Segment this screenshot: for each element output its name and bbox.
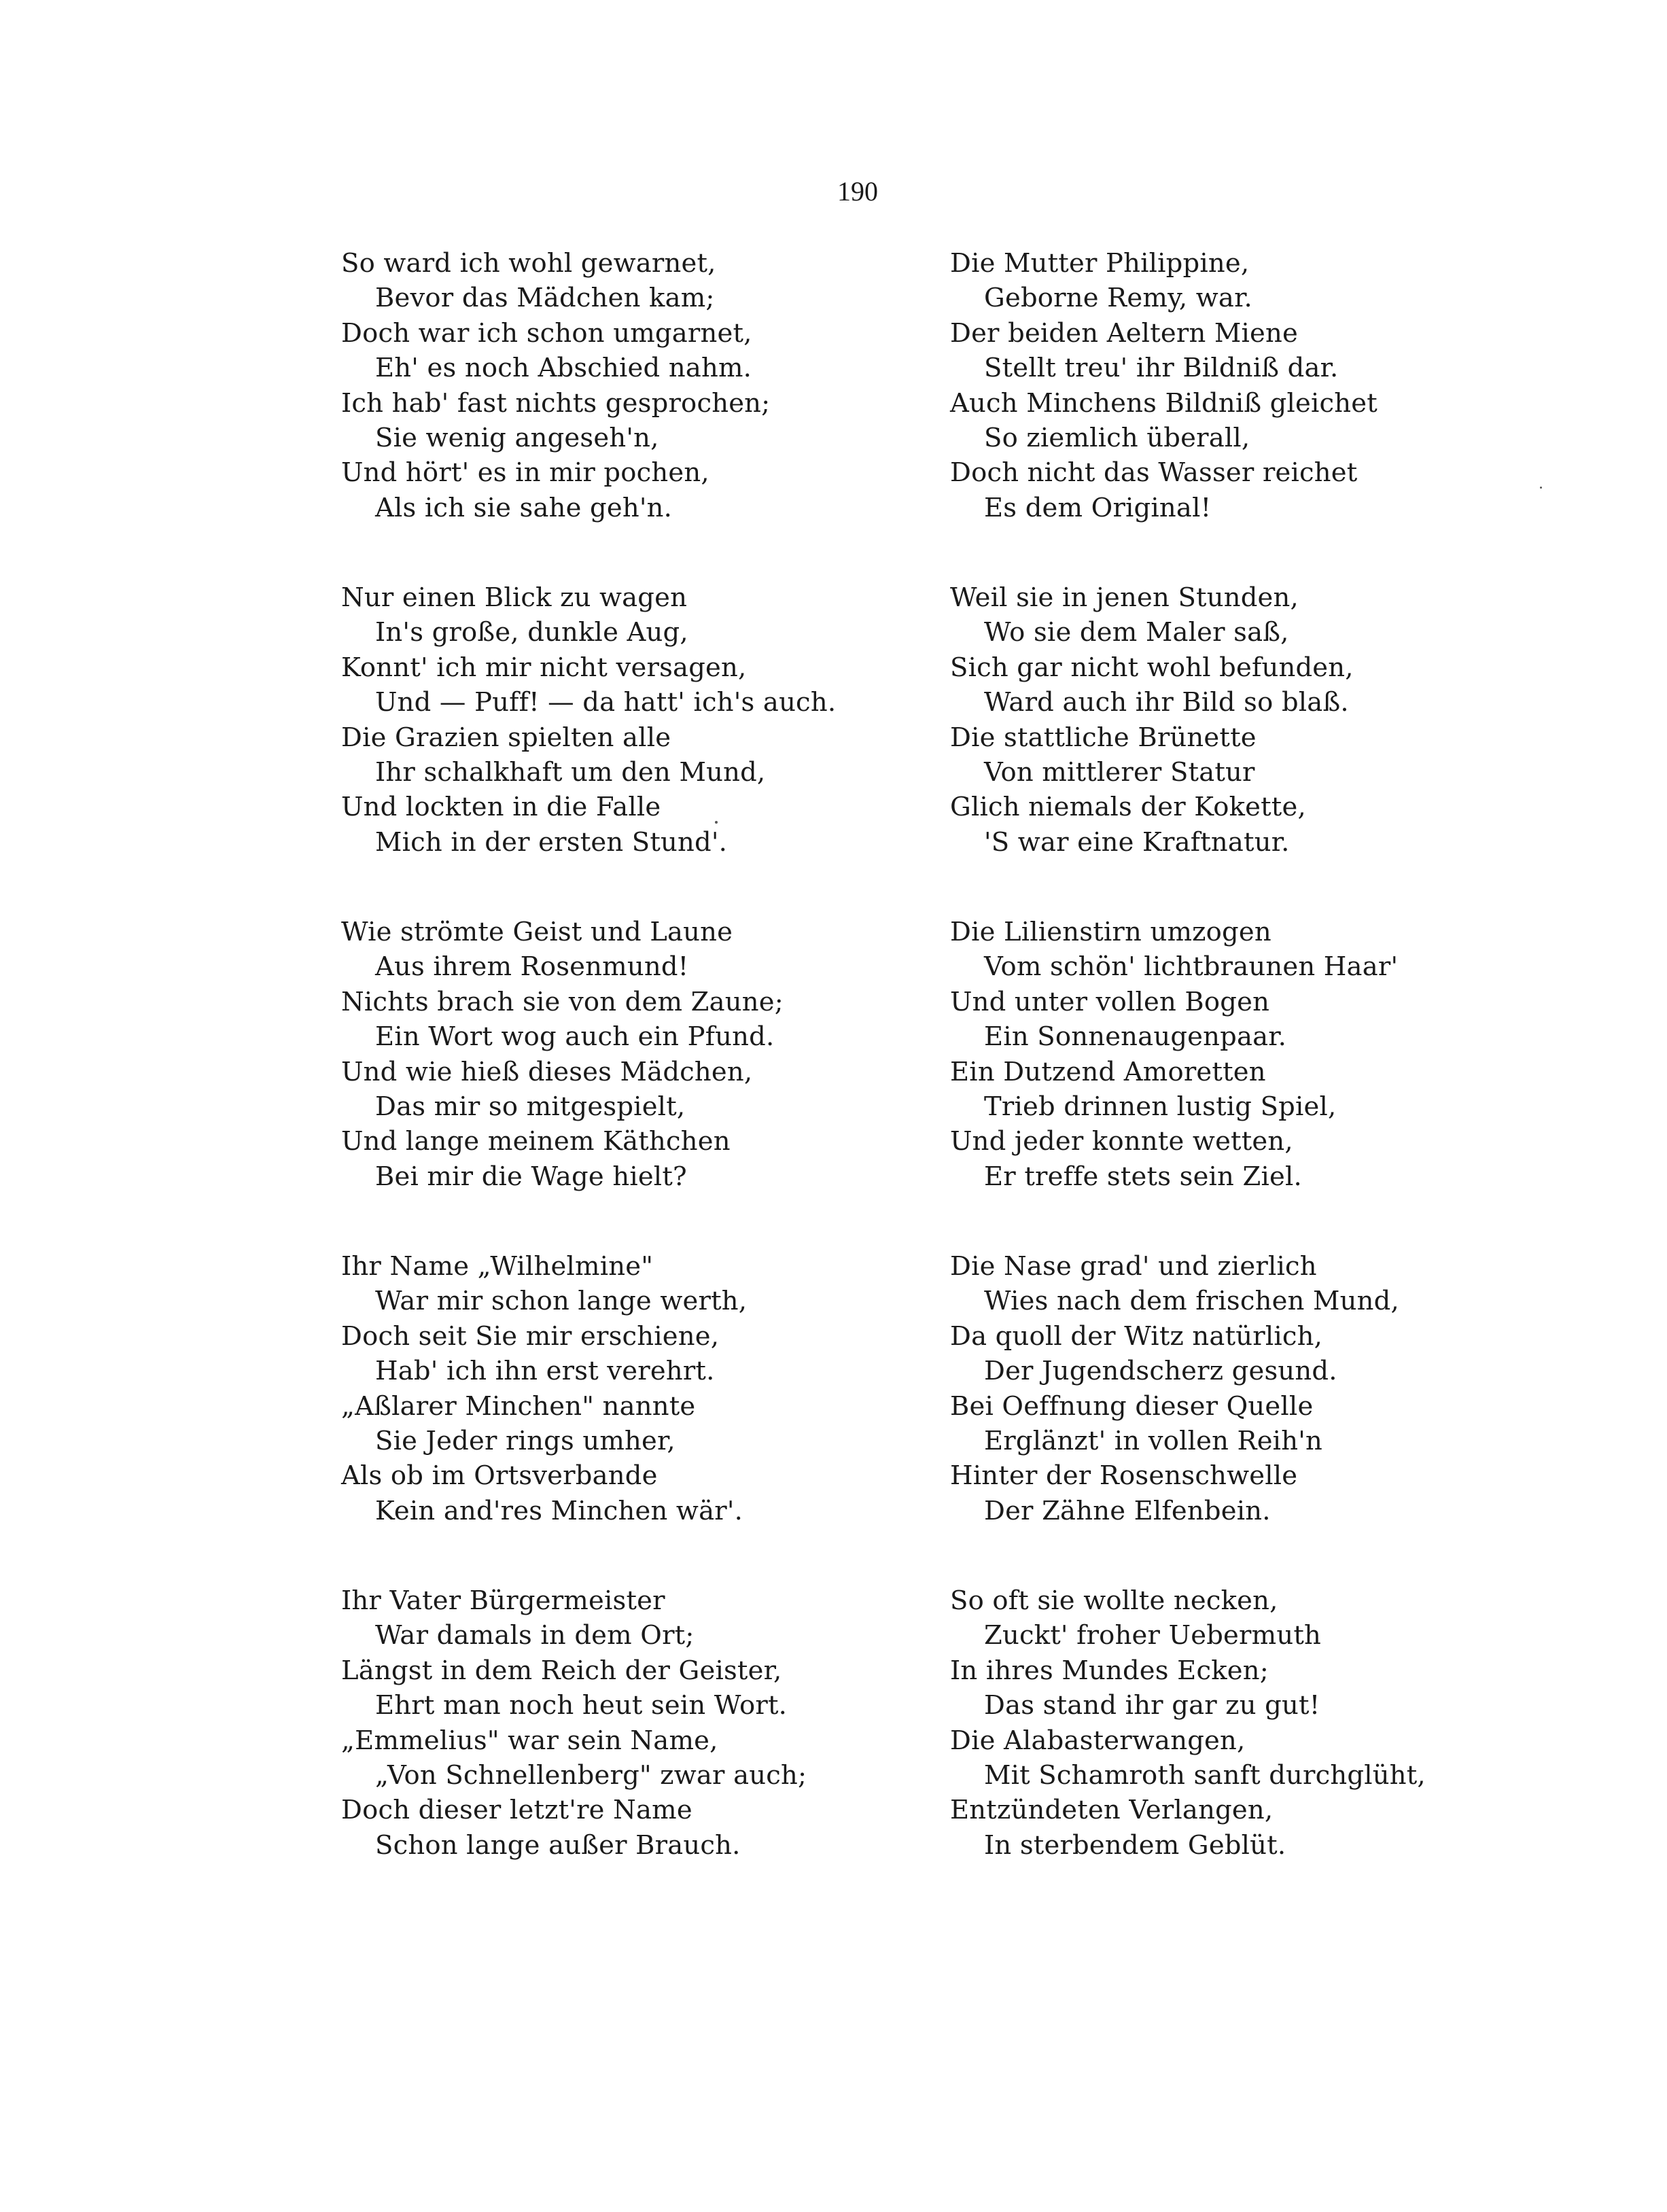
verse-line: Bei Oeffnung dieser Quelle xyxy=(950,1390,1314,1422)
verse-line: In ihres Mundes Ecken; xyxy=(950,1655,1269,1686)
stanza xyxy=(950,246,1521,580)
left-column xyxy=(341,246,912,1918)
verse-line: Doch dieser letzt're Name xyxy=(341,1795,692,1826)
stanza xyxy=(341,580,912,915)
verse-line: Längst in dem Reich der Geister, xyxy=(341,1655,782,1686)
stanza xyxy=(950,580,1521,915)
verse-line: Doch war ich schon umgarnet, xyxy=(341,317,752,349)
verse-line: Ihr Vater Bürgermeister xyxy=(341,1585,665,1616)
right-column xyxy=(950,246,1521,1918)
verse-line: Wo sie dem Maler saß, xyxy=(984,617,1289,648)
verse-line: Das mir so mitgespielt, xyxy=(375,1091,686,1122)
verse-line: Und hört' es in mir pochen, xyxy=(341,457,709,489)
verse-line: Doch nicht das Wasser reichet xyxy=(950,457,1358,489)
verse-line: Geborne Remy, war. xyxy=(984,283,1252,314)
verse-line: „Von Schnellenberg" zwar auch; xyxy=(375,1759,807,1791)
print-speck xyxy=(715,821,718,824)
verse-line: Sie wenig angeseh'n, xyxy=(375,422,659,453)
verse-line: Und unter vollen Bogen xyxy=(950,986,1270,1017)
stanza xyxy=(950,1249,1521,1583)
verse-line: Stellt treu' ihr Bildniß dar. xyxy=(984,353,1339,384)
verse-line: Ihr Name „Wilhelmine" xyxy=(341,1251,654,1282)
verse-line: Nichts brach sie von dem Zaune; xyxy=(341,986,784,1017)
verse-line: Die Lilienstirn umzogen xyxy=(950,917,1271,947)
verse-line: Es dem Original! xyxy=(984,492,1212,523)
verse-line: Und lockten in die Falle xyxy=(341,792,661,823)
verse-line: Sich gar nicht wohl befunden, xyxy=(950,652,1354,683)
verse-line: „Emmelius" war sein Name, xyxy=(341,1725,718,1756)
verse-line: Nur einen Blick zu wagen xyxy=(341,582,688,613)
verse-line: Der beiden Aeltern Miene xyxy=(950,317,1298,349)
verse-line: Ein Sonnenaugenpaar. xyxy=(984,1021,1287,1053)
verse-line: Die Nase grad' und zierlich xyxy=(950,1251,1317,1282)
verse-line: Ehrt man noch heut sein Wort. xyxy=(375,1690,788,1721)
verse-line: Da quoll der Witz natürlich, xyxy=(950,1320,1323,1352)
stanza xyxy=(341,1583,912,1918)
verse-line: Zuckt' froher Uebermuth xyxy=(984,1620,1322,1651)
verse-line: Ich hab' fast nichts gesprochen; xyxy=(341,387,771,419)
verse-line: Mich in der ersten Stund'. xyxy=(375,826,728,858)
print-speck xyxy=(1540,487,1542,489)
verse-line: So ward ich wohl gewarnet, xyxy=(341,248,716,279)
verse-line: Ein Wort wog auch ein Pfund. xyxy=(375,1021,775,1053)
verse-line: Hinter der Rosenschwelle xyxy=(950,1460,1298,1492)
verse-line: Kein and'res Minchen wär'. xyxy=(375,1495,743,1526)
stanza xyxy=(950,915,1521,1249)
verse-line: Auch Minchens Bildniß gleichet xyxy=(950,387,1378,419)
verse-line: Als ich sie sahe geh'n. xyxy=(375,492,673,523)
page-number: 190 xyxy=(837,176,878,207)
verse-line: Der Jugendscherz gesund. xyxy=(984,1356,1337,1387)
verse-line: Bei mir die Wage hielt? xyxy=(375,1161,687,1192)
verse-line: In sterbendem Geblüt. xyxy=(984,1829,1286,1861)
verse-line: Als ob im Ortsverbande xyxy=(341,1460,658,1492)
verse-line: 'S war eine Kraftnatur. xyxy=(984,826,1290,858)
verse-line: Vom schön' lichtbraunen Haar' xyxy=(984,951,1399,983)
verse-line: Bevor das Mädchen kam; xyxy=(375,283,715,314)
verse-line: Die stattliche Brünette xyxy=(950,722,1257,753)
verse-line: Der Zähne Elfenbein. xyxy=(984,1495,1271,1526)
stanza xyxy=(341,1249,912,1583)
verse-line: Von mittlerer Statur xyxy=(984,756,1255,788)
stanza xyxy=(950,1583,1521,1918)
verse-line: Sie Jeder rings umher, xyxy=(375,1425,675,1456)
verse-line: Eh' es noch Abschied nahm. xyxy=(375,353,752,384)
verse-line: „Aßlarer Minchen" nannte xyxy=(341,1390,696,1422)
verse-line: So oft sie wollte necken, xyxy=(950,1585,1278,1616)
verse-line: Mit Schamroth sanft durchglüht, xyxy=(984,1759,1426,1791)
verse-line: Ein Dutzend Amoretten xyxy=(950,1056,1266,1087)
verse-line: Entzündeten Verlangen, xyxy=(950,1795,1274,1826)
verse-line: Konnt' ich mir nicht versagen, xyxy=(341,652,747,683)
verse-line: In's große, dunkle Aug, xyxy=(375,617,688,648)
verse-line: Trieb drinnen lustig Spiel, xyxy=(984,1091,1337,1122)
verse-line: Doch seit Sie mir erschiene, xyxy=(341,1320,720,1352)
verse-line: Glich niemals der Kokette, xyxy=(950,792,1306,823)
verse-line: Wie strömte Geist und Laune xyxy=(341,917,733,947)
stanza xyxy=(341,915,912,1249)
verse-line: Weil sie in jenen Stunden, xyxy=(950,582,1299,613)
verse-line: Schon lange außer Brauch. xyxy=(375,1829,741,1861)
verse-line: Ward auch ihr Bild so blaß. xyxy=(984,687,1349,718)
stanza xyxy=(341,246,912,580)
verse-line: War mir schon lange werth, xyxy=(375,1286,748,1317)
verse-line: Erglänzt' in vollen Reih'n xyxy=(984,1425,1322,1456)
verse-line: Ihr schalkhaft um den Mund, xyxy=(375,756,766,788)
verse-line: Und lange meinem Käthchen xyxy=(341,1126,731,1157)
verse-line: Und wie hieß dieses Mädchen, xyxy=(341,1056,753,1087)
verse-line: Und — Puff! — da hatt' ich's auch. xyxy=(375,687,837,718)
verse-line: Wies nach dem frischen Mund, xyxy=(984,1286,1399,1317)
verse-line: Die Grazien spielten alle xyxy=(341,722,671,753)
verse-line: Hab' ich ihn erst verehrt. xyxy=(375,1356,715,1387)
verse-line: Er treffe stets sein Ziel. xyxy=(984,1161,1302,1192)
verse-line: Die Alabasterwangen, xyxy=(950,1725,1246,1756)
verse-line: Und jeder konnte wetten, xyxy=(950,1126,1293,1157)
verse-line: Aus ihrem Rosenmund! xyxy=(375,951,689,983)
verse-line: Das stand ihr gar zu gut! xyxy=(984,1690,1320,1721)
verse-line: War damals in dem Ort; xyxy=(375,1620,695,1651)
verse-line: So ziemlich überall, xyxy=(984,422,1250,453)
verse-line: Die Mutter Philippine, xyxy=(950,248,1250,279)
